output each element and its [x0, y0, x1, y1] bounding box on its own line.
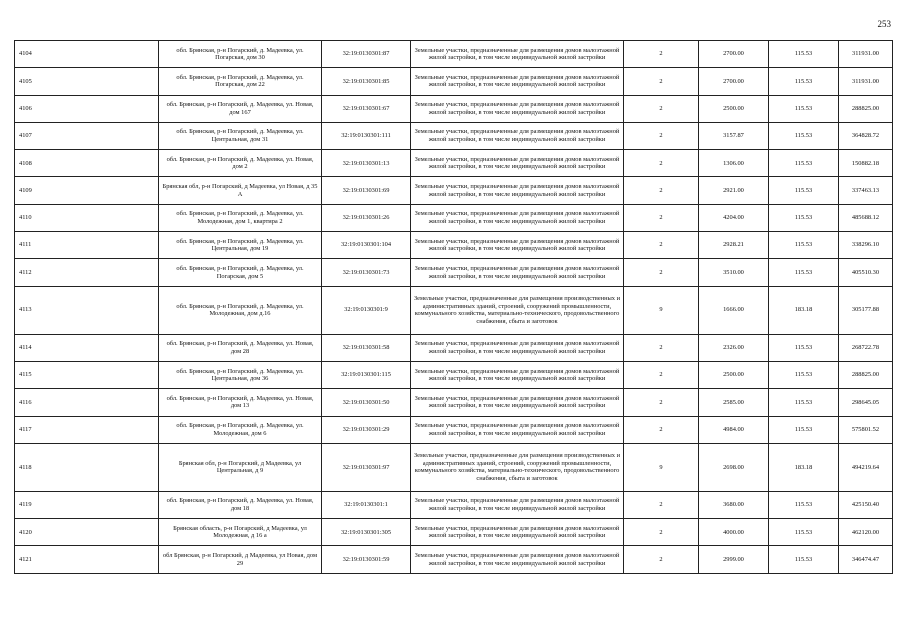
cadastral-number-cell: 32:19:0130301:104 — [322, 232, 411, 259]
cadastral-value-cell: 462120.00 — [839, 519, 893, 546]
cadastral-number-cell: 32:19:0130301:13 — [322, 150, 411, 177]
record-number-cell: 4113 — [15, 286, 159, 334]
address-cell: обл. Брянская, р-н Погарский, д. Мадеевка, ул. Новая, дом 167 — [159, 95, 322, 122]
table-row — [15, 519, 893, 546]
table-row — [15, 286, 893, 334]
area-cell: 2999.00 — [699, 546, 769, 573]
specific-value-cell: 115.53 — [769, 416, 839, 443]
cadastral-value-cell: 338296.10 — [839, 232, 893, 259]
page-number: 253 — [877, 19, 891, 29]
table-row — [15, 177, 893, 204]
address-cell: обл. Брянская, р-н Погарский, д. Мадеевка, ул. Молодежная, дом 1, квартира 2 — [159, 204, 322, 231]
specific-value-cell: 115.53 — [769, 259, 839, 286]
use-group-cell: 9 — [624, 443, 699, 491]
area-cell: 2700.00 — [699, 68, 769, 95]
cadastral-number-cell: 32:19:0130301:26 — [322, 204, 411, 231]
permitted-use-cell: Земельные участки, предназначенные для размещения домов малоэтажной жилой застройки, в том числе индивидуальной жилой застройки — [411, 122, 624, 149]
address-cell: обл. Брянская, р-н Погарский, д. Мадеевка, ул. Центральная, дом 31 — [159, 122, 322, 149]
area-cell: 2500.00 — [699, 95, 769, 122]
cadastral-value-cell: 364828.72 — [839, 122, 893, 149]
cadastral-number-cell: 32:19:0130301:59 — [322, 546, 411, 573]
cadastral-value-cell: 288825.00 — [839, 361, 893, 388]
permitted-use-cell: Земельные участки, предназначенные для размещения домов малоэтажной жилой застройки, в том числе индивидуальной жилой застройки — [411, 204, 624, 231]
record-number-cell: 4119 — [15, 491, 159, 518]
record-number-cell: 4121 — [15, 546, 159, 573]
record-number-cell: 4108 — [15, 150, 159, 177]
permitted-use-cell: Земельные участки, предназначенные для размещения производственных и административных зданий, строений, сооружений промышленности, коммунального хозяйства, материально-технического, продовольственного снабжения, сбыта и заготовок — [411, 286, 624, 334]
use-group-cell: 2 — [624, 232, 699, 259]
cadastral-number-cell: 32:19:0130301:9 — [322, 286, 411, 334]
cadastral-value-cell: 150882.18 — [839, 150, 893, 177]
table-row — [15, 546, 893, 573]
cadastral-value-cell: 288825.00 — [839, 95, 893, 122]
cadastral-number-cell: 32:19:0130301:1 — [322, 491, 411, 518]
use-group-cell: 2 — [624, 204, 699, 231]
address-cell: обл. Брянская, р-н Погарский, д. Мадеевка, ул. Центральная, дом 19 — [159, 232, 322, 259]
record-number-cell: 4106 — [15, 95, 159, 122]
permitted-use-cell: Земельные участки, предназначенные для размещения домов малоэтажной жилой застройки, в том числе индивидуальной жилой застройки — [411, 491, 624, 518]
record-number-cell: 4120 — [15, 519, 159, 546]
use-group-cell: 2 — [624, 41, 699, 68]
cadastral-number-cell: 32:19:0130301:69 — [322, 177, 411, 204]
use-group-cell: 2 — [624, 389, 699, 416]
record-number-cell: 4117 — [15, 416, 159, 443]
permitted-use-cell: Земельные участки, предназначенные для размещения домов малоэтажной жилой застройки, в том числе индивидуальной жилой застройки — [411, 150, 624, 177]
specific-value-cell: 115.53 — [769, 41, 839, 68]
area-cell: 4984.00 — [699, 416, 769, 443]
use-group-cell: 2 — [624, 95, 699, 122]
address-cell: Брянская обл, р-н Погарский, д Мадеевка, ул Новая, д 35 А — [159, 177, 322, 204]
table-row — [15, 389, 893, 416]
specific-value-cell: 115.53 — [769, 68, 839, 95]
permitted-use-cell: Земельные участки, предназначенные для размещения домов малоэтажной жилой застройки, в том числе индивидуальной жилой застройки — [411, 232, 624, 259]
permitted-use-cell: Земельные участки, предназначенные для размещения производственных и административных зданий, строений, сооружений промышленности, коммунального хозяйства, материально-технического, продовольственного снабжения, сбыта и заготовок — [411, 443, 624, 491]
specific-value-cell: 115.53 — [769, 204, 839, 231]
record-number-cell: 4112 — [15, 259, 159, 286]
record-number-cell: 4105 — [15, 68, 159, 95]
address-cell: Брянская обл, р-н Погарский, д Мадеевка, ул Центральная, д 9 — [159, 443, 322, 491]
specific-value-cell: 115.53 — [769, 519, 839, 546]
cadastral-value-cell: 575801.52 — [839, 416, 893, 443]
cadastral-value-cell: 311931.00 — [839, 68, 893, 95]
record-number-cell: 4110 — [15, 204, 159, 231]
cadastral-value-cell: 425150.40 — [839, 491, 893, 518]
specific-value-cell: 115.53 — [769, 122, 839, 149]
cadastral-value-cell: 485688.12 — [839, 204, 893, 231]
use-group-cell: 2 — [624, 519, 699, 546]
specific-value-cell: 115.53 — [769, 232, 839, 259]
specific-value-cell: 115.53 — [769, 361, 839, 388]
cadastral-number-cell: 32:19:0130301:58 — [322, 334, 411, 361]
cadastral-value-cell: 311931.00 — [839, 41, 893, 68]
table-row — [15, 416, 893, 443]
cadastral-number-cell: 32:19:0130301:305 — [322, 519, 411, 546]
table-row — [15, 204, 893, 231]
table-row — [15, 491, 893, 518]
use-group-cell: 2 — [624, 177, 699, 204]
area-cell: 2500.00 — [699, 361, 769, 388]
table-row — [15, 443, 893, 491]
address-cell: обл. Брянская, р-н Погарский, д. Мадеевка, ул. Центральная, дом 36 — [159, 361, 322, 388]
use-group-cell: 9 — [624, 286, 699, 334]
specific-value-cell: 115.53 — [769, 389, 839, 416]
use-group-cell: 2 — [624, 334, 699, 361]
permitted-use-cell: Земельные участки, предназначенные для размещения домов малоэтажной жилой застройки, в том числе индивидуальной жилой застройки — [411, 334, 624, 361]
permitted-use-cell: Земельные участки, предназначенные для размещения домов малоэтажной жилой застройки, в том числе индивидуальной жилой застройки — [411, 259, 624, 286]
use-group-cell: 2 — [624, 68, 699, 95]
specific-value-cell: 115.53 — [769, 95, 839, 122]
cadastral-value-cell: 337463.13 — [839, 177, 893, 204]
land-registry-table — [14, 40, 893, 574]
cadastral-number-cell: 32:19:0130301:97 — [322, 443, 411, 491]
area-cell: 2698.00 — [699, 443, 769, 491]
address-cell: Брянская область, р-н Погарский, д Мадеевка, ул Молодежная, д 16 а — [159, 519, 322, 546]
use-group-cell: 2 — [624, 491, 699, 518]
specific-value-cell: 183.18 — [769, 443, 839, 491]
use-group-cell: 2 — [624, 546, 699, 573]
specific-value-cell: 115.53 — [769, 491, 839, 518]
address-cell: обл. Брянская, р-н Погарский, д. Мадеевка, ул. Погарская, дом 22 — [159, 68, 322, 95]
area-cell: 2700.00 — [699, 41, 769, 68]
cadastral-number-cell: 32:19:0130301:87 — [322, 41, 411, 68]
table-row — [15, 95, 893, 122]
area-cell: 1666.00 — [699, 286, 769, 334]
area-cell: 3680.00 — [699, 491, 769, 518]
use-group-cell: 2 — [624, 416, 699, 443]
use-group-cell: 2 — [624, 150, 699, 177]
area-cell: 1306.00 — [699, 150, 769, 177]
cadastral-value-cell: 305177.88 — [839, 286, 893, 334]
use-group-cell: 2 — [624, 122, 699, 149]
record-number-cell: 4109 — [15, 177, 159, 204]
record-number-cell: 4114 — [15, 334, 159, 361]
area-cell: 2921.00 — [699, 177, 769, 204]
record-number-cell: 4115 — [15, 361, 159, 388]
use-group-cell: 2 — [624, 259, 699, 286]
table-row — [15, 232, 893, 259]
cadastral-number-cell: 32:19:0130301:29 — [322, 416, 411, 443]
area-cell: 3510.00 — [699, 259, 769, 286]
cadastral-value-cell: 268722.78 — [839, 334, 893, 361]
table-row — [15, 259, 893, 286]
use-group-cell: 2 — [624, 361, 699, 388]
address-cell: обл Брянская, р-н Погарский, д Мадеевка, ул Новая, дом 29 — [159, 546, 322, 573]
table-row — [15, 361, 893, 388]
permitted-use-cell: Земельные участки, предназначенные для размещения домов малоэтажной жилой застройки, в том числе индивидуальной жилой застройки — [411, 41, 624, 68]
specific-value-cell: 115.53 — [769, 177, 839, 204]
specific-value-cell: 115.53 — [769, 546, 839, 573]
table-row — [15, 122, 893, 149]
permitted-use-cell: Земельные участки, предназначенные для размещения домов малоэтажной жилой застройки, в том числе индивидуальной жилой застройки — [411, 519, 624, 546]
cadastral-number-cell: 32:19:0130301:115 — [322, 361, 411, 388]
cadastral-value-cell: 298645.05 — [839, 389, 893, 416]
area-cell: 3157.87 — [699, 122, 769, 149]
area-cell: 2326.00 — [699, 334, 769, 361]
table-row — [15, 334, 893, 361]
address-cell: обл. Брянская, р-н Погарский, д. Мадеевка, ул. Молодежная, дом д.16 — [159, 286, 322, 334]
area-cell: 4204.00 — [699, 204, 769, 231]
permitted-use-cell: Земельные участки, предназначенные для размещения домов малоэтажной жилой застройки, в том числе индивидуальной жилой застройки — [411, 389, 624, 416]
cadastral-value-cell: 494219.64 — [839, 443, 893, 491]
area-cell: 2585.00 — [699, 389, 769, 416]
cadastral-number-cell: 32:19:0130301:73 — [322, 259, 411, 286]
permitted-use-cell: Земельные участки, предназначенные для размещения домов малоэтажной жилой застройки, в том числе индивидуальной жилой застройки — [411, 416, 624, 443]
address-cell: обл. Брянская, р-н Погарский, д. Мадеевка, ул. Молодежная, дом 6 — [159, 416, 322, 443]
address-cell: обл. Брянская, р-н Погарский, д. Мадеевка, ул. Новая, дом 28 — [159, 334, 322, 361]
specific-value-cell: 183.18 — [769, 286, 839, 334]
area-cell: 4000.00 — [699, 519, 769, 546]
table-row — [15, 41, 893, 68]
record-number-cell: 4111 — [15, 232, 159, 259]
cadastral-number-cell: 32:19:0130301:50 — [322, 389, 411, 416]
address-cell: обл. Брянская, р-н Погарский, д. Мадеевка, ул. Новая, дом 2 — [159, 150, 322, 177]
address-cell: обл. Брянская, р-н Погарский, д. Мадеевка, ул. Погарская, дом 30 — [159, 41, 322, 68]
permitted-use-cell: Земельные участки, предназначенные для размещения домов малоэтажной жилой застройки, в том числе индивидуальной жилой застройки — [411, 177, 624, 204]
record-number-cell: 4116 — [15, 389, 159, 416]
specific-value-cell: 115.53 — [769, 150, 839, 177]
permitted-use-cell: Земельные участки, предназначенные для размещения домов малоэтажной жилой застройки, в том числе индивидуальной жилой застройки — [411, 95, 624, 122]
record-number-cell: 4104 — [15, 41, 159, 68]
record-number-cell: 4118 — [15, 443, 159, 491]
record-number-cell: 4107 — [15, 122, 159, 149]
table-body — [15, 41, 893, 574]
cadastral-number-cell: 32:19:0130301:67 — [322, 95, 411, 122]
area-cell: 2928.21 — [699, 232, 769, 259]
permitted-use-cell: Земельные участки, предназначенные для размещения домов малоэтажной жилой застройки, в том числе индивидуальной жилой застройки — [411, 68, 624, 95]
address-cell: обл. Брянская, р-н Погарский, д. Мадеевка, ул. Новая, дом 13 — [159, 389, 322, 416]
cadastral-number-cell: 32:19:0130301:111 — [322, 122, 411, 149]
permitted-use-cell: Земельные участки, предназначенные для размещения домов малоэтажной жилой застройки, в том числе индивидуальной жилой застройки — [411, 546, 624, 573]
address-cell: обл. Брянская, р-н Погарский, д. Мадеевка, ул. Погарская, дом 5 — [159, 259, 322, 286]
cadastral-value-cell: 346474.47 — [839, 546, 893, 573]
specific-value-cell: 115.53 — [769, 334, 839, 361]
permitted-use-cell: Земельные участки, предназначенные для размещения домов малоэтажной жилой застройки, в том числе индивидуальной жилой застройки — [411, 361, 624, 388]
cadastral-number-cell: 32:19:0130301:85 — [322, 68, 411, 95]
cadastral-value-cell: 405510.30 — [839, 259, 893, 286]
table-row — [15, 150, 893, 177]
address-cell: обл. Брянская, р-н Погарский, д. Мадеевка, ул. Новая, дом 18 — [159, 491, 322, 518]
table-row — [15, 68, 893, 95]
